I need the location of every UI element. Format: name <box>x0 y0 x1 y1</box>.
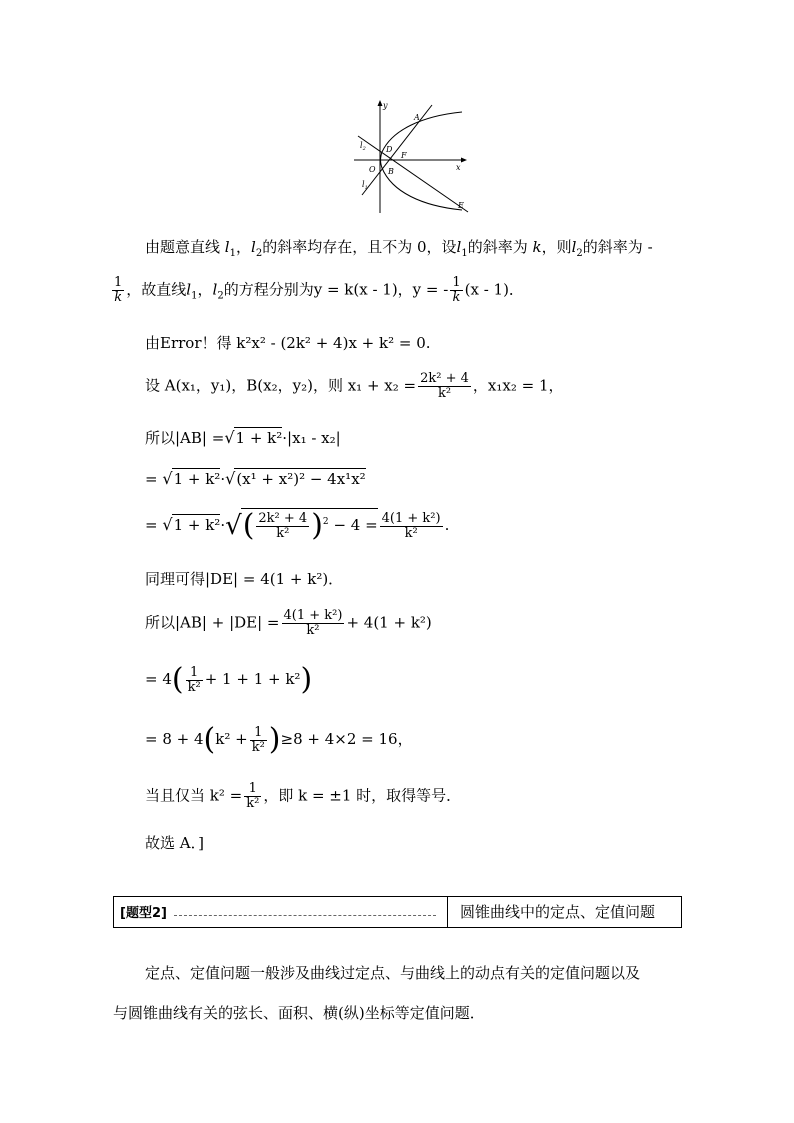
para-1: 由题意直线 $l_1$，$l_2$的斜率均存在，且不为 0，设$l_1$的斜率为 k，则$l_2$的斜率为 - <box>145 238 653 259</box>
para-3: 由Error！得 k²x² - (2k² + 4)x + k² = 0. <box>145 334 431 352</box>
p1-l1: l <box>224 238 230 256</box>
y-axis-arrow-icon <box>378 100 383 106</box>
para-6: = √1 + k²·√(x¹ + x²)² − 4x¹x² <box>145 469 366 488</box>
p2-eq2: (x - 1)． <box>464 280 524 299</box>
parabola-curve <box>381 112 463 210</box>
p12-frac-den: k² <box>246 796 260 811</box>
para-11: = 8 + 4(k² + $\frac{1}{\text{k²}}$ )≥8 + 4×2 = 16， <box>145 722 413 757</box>
p7-dot: · <box>220 516 226 534</box>
line-l2 <box>358 136 468 212</box>
para-4 <box>145 372 564 401</box>
p7-inner-num: 2k² + 4 <box>258 510 308 526</box>
conic-figure <box>352 100 472 218</box>
point-d-label: D <box>386 145 393 154</box>
topic-tag-label: [题型2] <box>120 906 167 921</box>
p7-radicand-1: 1 + k² <box>173 516 221 534</box>
p1-text-a: 由题意直线 <box>145 238 221 256</box>
p4-text-b: ，x₁x₂ = 1， <box>472 376 564 395</box>
p10-frac-den: k² <box>187 679 201 695</box>
topic-tag-dashes <box>174 915 436 916</box>
p12-frac-num: 1 <box>244 782 261 797</box>
para-8: 同理可得|DE| = 4(1 + k²)． <box>145 570 344 588</box>
para-14: 定点、定值问题一般涉及曲线过定点、与曲线上的动点有关的定值问题以及 <box>145 964 641 982</box>
p7-minus: − 4 = <box>333 516 378 534</box>
p4-text-a: 设 A(x₁，y₁)，B(x₂，y₂)，则 x₁ + x₂ = <box>145 376 417 395</box>
p10-text-b: + 1 + 1 + k² <box>204 670 301 688</box>
p9-text-a: 所以|AB| + |DE| = <box>145 613 280 632</box>
topic-tag-divider <box>447 897 448 927</box>
topic-tag-box <box>113 896 682 928</box>
axis-y-label: y <box>383 101 388 110</box>
para-10: = 4( $\frac{1}{\text{k²}}$ + 1 + 1 + k²) <box>145 662 313 697</box>
p10-text-a: = 4 <box>145 670 172 688</box>
point-f-label: F <box>401 151 407 160</box>
para-12 <box>145 782 461 811</box>
para-15: 与圆锥曲线有关的弦长、面积、横(纵)坐标等定值问题． <box>113 1004 485 1022</box>
p12-text-b: ，即 k = ±1 时，取得等号． <box>263 786 462 805</box>
p5-text-b: ·|x₁ - x₂| <box>282 429 341 447</box>
p1-l2: l <box>251 238 256 256</box>
p7-result-num: 4(1 + k²) <box>381 510 441 526</box>
p11-frac-num: 1 <box>250 726 267 741</box>
point-b-label: B <box>388 167 394 176</box>
axis-x-label: x <box>456 163 461 172</box>
p10-frac-num: 1 <box>186 666 203 681</box>
p11-text-b: k² + <box>215 730 248 748</box>
p7-end: . <box>444 516 450 534</box>
p2-text-a: ，故直线 <box>126 280 187 299</box>
para-2: $\frac{1}{k}$ ，故直线$l_1$，$l_2$的方程分别为y = k(x - 1)，y = - $\frac{1}{k}$ (x - 1)． <box>114 275 524 305</box>
p1-sub2: 2 <box>255 248 263 259</box>
p6-radicand-1: 1 + k² <box>173 470 221 488</box>
p12-text-a: 当且仅当 k² = <box>145 786 243 805</box>
para-5: 所以|AB| =√1 + k²·|x₁ - x₂| <box>145 428 341 447</box>
p9-frac-den: k² <box>306 623 320 638</box>
p11-text-a: = 8 + 4 <box>145 730 204 748</box>
origin-label: O <box>369 165 376 174</box>
p2-frac-den: k <box>114 290 123 305</box>
p5-radicand: 1 + k² <box>235 429 283 447</box>
p1-text-e: 的斜率为 - <box>582 238 653 256</box>
p6-text-a: = <box>145 470 158 488</box>
line-l1 <box>362 105 432 195</box>
p11-frac-den: k² <box>251 739 265 755</box>
p9-text-b: + 4(1 + k²) <box>346 613 432 632</box>
para-9 <box>145 609 432 638</box>
p4-frac-den: k² <box>437 386 452 401</box>
p1-text-b: 的斜率均存在，且不为 0，设 <box>262 238 457 256</box>
p1-sep: ， <box>235 238 251 256</box>
p7-text-a: = <box>145 516 158 534</box>
para-7: = √1 + k²·√( $\frac{\text{2k² + 4}}{\text{k²}}$ )$^2$ − 4 = $\frac{\text{4(1 + k²)}}{\text{k²}}$ . <box>145 508 450 543</box>
p2-frac-num: 1 <box>114 275 123 290</box>
point-e-label: E <box>458 201 464 210</box>
p2-text-b: 的方程分别为 <box>223 280 314 299</box>
topic-tag-title: 圆锥曲线中的定点、定值问题 <box>460 903 656 921</box>
p11-text-c: ≥8 + 4×2 = 16， <box>280 730 413 748</box>
p5-text-a: 所以|AB| = <box>145 429 225 447</box>
p4-frac-num: 2k² + 4 <box>420 371 469 386</box>
l1-label: $l_1$ <box>362 180 368 191</box>
p6-radicand-2: (x¹ + x²)² − 4x¹x² <box>236 470 366 488</box>
p1-text-c: 的斜率为 <box>467 238 528 256</box>
para-13: 故选 A．] <box>145 834 204 852</box>
p9-frac-num: 4(1 + k²) <box>283 608 343 623</box>
p1-k: k <box>532 238 542 256</box>
p2-eq1: y = k(x - 1)，y = - <box>313 280 449 299</box>
p1-text-d: ，则 <box>541 238 572 256</box>
point-a-label: A <box>414 113 420 122</box>
l2-label: $l_2$ <box>360 141 366 152</box>
p7-result-den: k² <box>404 525 418 541</box>
p1-sub1: 1 <box>229 248 236 259</box>
p6-dot: · <box>220 470 226 488</box>
p7-inner-den: k² <box>276 525 290 541</box>
x-axis-arrow-icon <box>461 158 467 163</box>
